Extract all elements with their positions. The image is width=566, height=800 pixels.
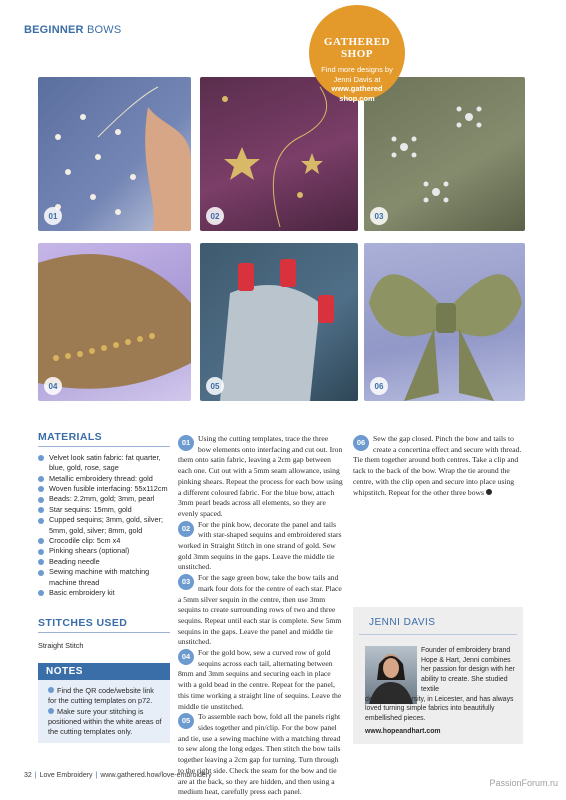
stitches-title: STITCHES USED [38,618,170,633]
photo-number: 05 [206,377,224,395]
photo-number: 03 [370,207,388,225]
step-4 [178,648,343,712]
notes-box [38,663,170,743]
designer-website-link[interactable]: www.hopeandhart.com [365,727,441,735]
bio-text-a: Founder of embroidery brand Hope & Hart, Jenni combines her passion for design with her ability to create. She studied textile [421,647,515,693]
step-text: For the gold bow, sew a curved row of gold sequins across each tail, alternating between 8mm and 3mm sequins and securing each in place with a gold bead in the centre. Repeat for the panel, this time working a straight line of sequins. Leave the middle tie unstitched. [178,648,342,711]
step-number: 05 [178,713,194,729]
material-item: Pinking shears (optional) [38,546,170,556]
step-3 [178,573,343,648]
shop-link[interactable]: www.gathered shop.com [331,84,383,103]
step-5 [178,712,343,798]
section-label: BEGINNER [24,24,84,36]
designer-bio [353,607,523,744]
material-item: Crocodile clip: 5cm x4 [38,536,170,546]
note-item [38,686,170,707]
photo-number: 01 [44,207,62,225]
step-6 [353,434,523,498]
materials-title: MATERIALS [38,432,170,447]
step-photo-6 [364,243,525,401]
step-text: Using the cutting templates, trace the three bow elements onto interfacing and cut out. Iron them onto satin fabric, leaving a 2cm gap between each one. Cut out with a 5mm seam allowance, using pinking shears. Repeat the process for each bow using a different coloured fabric. For the blue bow, attach 3mm pearl beads across all elements, so they are evenly spaced. [178,434,343,518]
page-footer: 32 | Love Embroidery | www.gathered.how/love-embroidery [24,772,212,779]
material-item: Beads: 2.2mm, gold; 3mm, pearl [38,494,170,504]
material-item: Metallic embroidery thread: gold [38,474,170,484]
step-photo-5 [200,243,358,401]
gold-sequin-line-tan-fabric-icon [38,243,191,401]
note-text: Make sure your stitching is positioned within the white areas of the cutting templates only. [48,706,162,737]
step-text: For the sage green bow, take the bow tails and mark four dots for the centre of each star. Place a 5mm silver sequin in the centre, then use 3mm sequins to create surrounding rows of two and three sequins. Repeat until each star is complete. Sew 5mm sequins in the gaps. Leave the panel and middle tie unstitched. [178,573,342,647]
instructions-column-1 [178,434,343,798]
step-number: 06 [353,435,369,451]
photo-number: 02 [206,207,224,225]
material-item: Woven fusible interfacing: 55x112cm [38,484,170,494]
stitches-section [38,618,170,651]
material-item: Basic embroidery kit [38,588,170,598]
shop-text: Find more designs by Jenni Davis at [321,65,393,84]
end-mark-icon [486,489,492,495]
step-number: 04 [178,649,194,665]
designer-name: JENNI DAVIS [359,607,517,635]
step-text: For the pink bow, decorate the panel and tails with star-shaped sequins and embroidered stars worked in Straight Stitch in one strand of gold. Sew gold 3mm sequins in the gaps. Leave the middle tie unstitched. [178,519,342,572]
stitches-text: Straight Stitch [38,640,84,650]
materials-list [38,453,170,599]
step-number: 03 [178,574,194,590]
step-number: 02 [178,521,194,537]
step-text: Sew the gap closed. Pinch the bow and tails to create a concertina effect and secure with thread. Tie them together around both centres. Take a clip and tack to the back of the bow. Wrap the tie around the centre, with the clip open and secure into place using whipstitch. Repeat for the other three bows [353,434,522,497]
section-header [24,24,121,36]
materials-section [38,432,170,598]
step-text: To assemble each bow, fold all the panels right sides together and pin/clip. For the bow panel and tie, use a sewing machine with a matching thread to sew along the long edges. Then stitch the bow tails together leaving a 2cm gap for turning. Turn through to the right side. Check the seam for the bow and tie are at the back, so they are hidden, and then using a medium heat, carefully press each panel. [178,712,341,797]
photo-number: 04 [44,377,62,395]
page-number: 32 [24,772,32,779]
step-2 [178,520,343,574]
material-item: Beading needle [38,557,170,567]
magazine-name: Love Embroidery [39,772,93,779]
topic-label: BOWS [86,24,122,36]
designer-bio-text [365,646,515,736]
notes-title: NOTES [38,663,170,680]
hand-sewing-beads-blue-fabric-icon [38,77,191,231]
footer-url[interactable]: www.gathered.how/love-embroidery [100,772,212,779]
shop-title-line2: SHOP [341,48,373,60]
step-photo-1 [38,77,191,231]
step-1 [178,434,343,520]
note-text: Find the QR code/website link for the cutting templates on p72. [48,686,154,706]
step-number: 01 [178,435,194,451]
material-item: Cupped sequins; 3mm, gold, silver; 5mm, gold, silver; 8mm, gold [38,515,170,536]
bio-text-b: design at university, in Leicester, and has always loved turning simple fabrics into beautifully embellished pieces. [365,695,514,722]
step-photo-4 [38,243,191,401]
material-item: Star sequins: 15mm, gold [38,505,170,515]
material-item: Sewing machine with matching machine thread [38,567,170,588]
bullet-icon [48,687,54,693]
bullet-icon [48,708,54,714]
material-item: Velvet look satin fabric: fat quarter, blue, gold, rose, sage [38,453,170,474]
note-item [38,707,170,738]
finished-green-bow-icon [364,243,525,401]
photo-number: 06 [370,377,388,395]
shop-title-line1: GATHERED [323,36,391,48]
instructions-column-2 [353,434,523,498]
watermark: PassionForum.ru [489,778,558,788]
gathered-shop-badge[interactable] [309,5,405,101]
clipped-fabric-panel-icon [200,243,358,401]
